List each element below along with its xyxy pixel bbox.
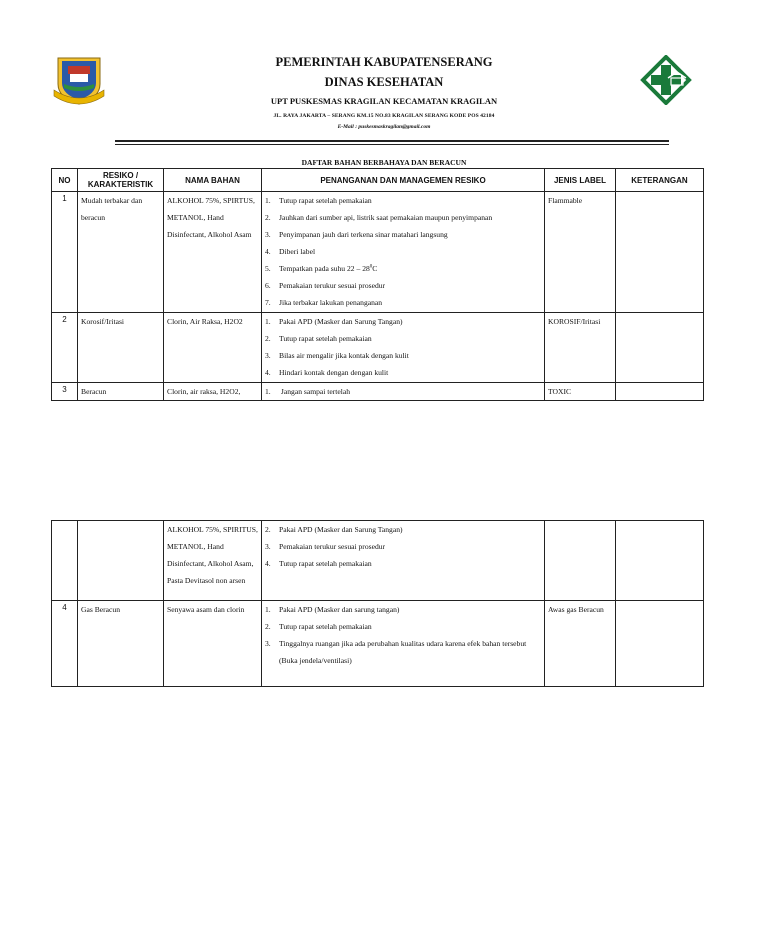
step-item: 6. Pemakaian terukur sesuai prosedur — [265, 281, 386, 290]
row-no — [52, 521, 78, 601]
row-bahan: Clorin, Air Raksa, H2O2 — [164, 313, 262, 383]
row-resiko: Beracun — [78, 383, 164, 401]
step-item: 5. Tempatkan pada suhu $22 - 28^0C$ — [265, 264, 378, 273]
step-item: 2. Tutup rapat setelah pemakaian — [265, 622, 372, 631]
step-note: (Buka jendela/ventilasi) — [279, 656, 352, 665]
row-penanganan — [262, 192, 545, 313]
row-no: 2 — [52, 313, 78, 383]
header-unit: UPT PUSKESMAS KRAGILAN KECAMATAN KRAGILAN — [270, 96, 498, 106]
hazardous-materials-table-continued — [51, 520, 704, 687]
table-row — [52, 192, 704, 313]
row-resiko: Gas Beracun — [78, 601, 164, 687]
header-rule-thin — [115, 144, 669, 145]
header-address: JL. RAYA JAKARTA – SERANG KM.15 NO.83 KRAGILAN SERANG KODE POS 42184 — [273, 113, 495, 119]
step-item: 1. Tutup rapat setelah pemakaian — [265, 196, 372, 205]
col-header-resiko: RESIKO / KARAKTERISTIK — [78, 169, 164, 192]
col-header-no: NO — [52, 169, 78, 192]
step-item: 7. Jika terbakar lakukan penanganan — [265, 298, 383, 307]
col-header-nama-bahan: NAMA BAHAN — [164, 169, 262, 192]
hazardous-materials-table — [51, 168, 704, 401]
table-header-row — [52, 169, 704, 192]
step-item: 4. Diberi label — [265, 247, 316, 256]
row-label: KOROSIF/Iritasi — [545, 313, 616, 383]
row-penanganan — [262, 313, 545, 383]
row-no: 3 — [52, 383, 78, 401]
step-item: 1. Jangan sampai tertelah — [265, 387, 351, 396]
step-item: 1. Pakai APD (Masker dan sarung tangan) — [265, 605, 400, 614]
row-resiko — [78, 521, 164, 601]
row-resiko: Korosif/Iritasi — [78, 313, 164, 383]
step-item: 2. Tutup rapat setelah pemakaian — [265, 334, 372, 343]
row-label — [545, 521, 616, 601]
row-penanganan — [262, 601, 545, 687]
col-header-keterangan: KETERANGAN — [616, 169, 704, 192]
row-bahan: ALKOHOL 75%, SPIRTUS, METANOL, Hand Disinfectant, Alkohol Asam — [164, 192, 262, 313]
row-bahan: Senyawa asam dan clorin — [164, 601, 262, 687]
step-item: 1. Pakai APD (Masker dan Sarung Tangan) — [265, 317, 403, 326]
row-label: Flammable — [545, 192, 616, 313]
row-keterangan — [616, 601, 704, 687]
header-rule-thick — [115, 140, 669, 142]
row-keterangan — [616, 521, 704, 601]
row-bahan: ALKOHOL 75%, SPIRITUS, METANOL, Hand Disinfectant, Alkohol Asam, Pasta Devitasol non arsen — [164, 521, 262, 601]
row-penanganan — [262, 521, 545, 601]
row-no: 1 — [52, 192, 78, 313]
document-title: DAFTAR BAHAN BERBAHAYA DAN BERACUN — [301, 158, 467, 167]
step-item: 3. Tinggalnya ruangan jika ada perubahan kualitas udara karena efek bahan tersebut — [265, 639, 527, 648]
col-header-jenis-label: JENIS LABEL — [545, 169, 616, 192]
row-keterangan — [616, 383, 704, 401]
col-header-penanganan: PENANGANAN DAN MANAGEMEN RESIKO — [262, 169, 545, 192]
row-resiko: Mudah terbakar dan beracun — [78, 192, 164, 313]
header-government: PEMERINTAH KABUPATENSERANG — [275, 55, 493, 69]
header-email: E-Mail : puskesmaskragilan@gmail.com — [337, 124, 431, 130]
table-row — [52, 601, 704, 687]
step-item: 3. Pemakaian terukur sesuai prosedur — [265, 542, 386, 551]
row-keterangan — [616, 313, 704, 383]
row-label: Awas gas Beracun — [545, 601, 616, 687]
step-item: 2. Pakai APD (Masker dan Sarung Tangan) — [265, 525, 403, 534]
step-item: 4. Tutup rapat setelah pemakaian — [265, 559, 372, 568]
table-row — [52, 383, 704, 401]
step-item: 3. Bilas air mengalir jika kontak dengan kulit — [265, 351, 409, 360]
row-no: 4 — [52, 601, 78, 687]
table-row — [52, 521, 704, 601]
row-keterangan — [616, 192, 704, 313]
header-agency: DINAS KESEHATAN — [324, 75, 444, 89]
table-row — [52, 313, 704, 383]
row-label: TOXIC — [545, 383, 616, 401]
row-bahan: Clorin, air raksa, H2O2, — [164, 383, 262, 401]
row-penanganan — [262, 383, 545, 401]
step-item: 3. Penyimpanan jauh dari terkena sinar matahari langsung — [265, 230, 448, 239]
step-item: 2. Jauhkan dari sumber api, listrik saat pemakaian maupun penyimpanan — [265, 213, 493, 222]
step-item: 4. Hindari kontak dengan dengan kulit — [265, 368, 389, 377]
